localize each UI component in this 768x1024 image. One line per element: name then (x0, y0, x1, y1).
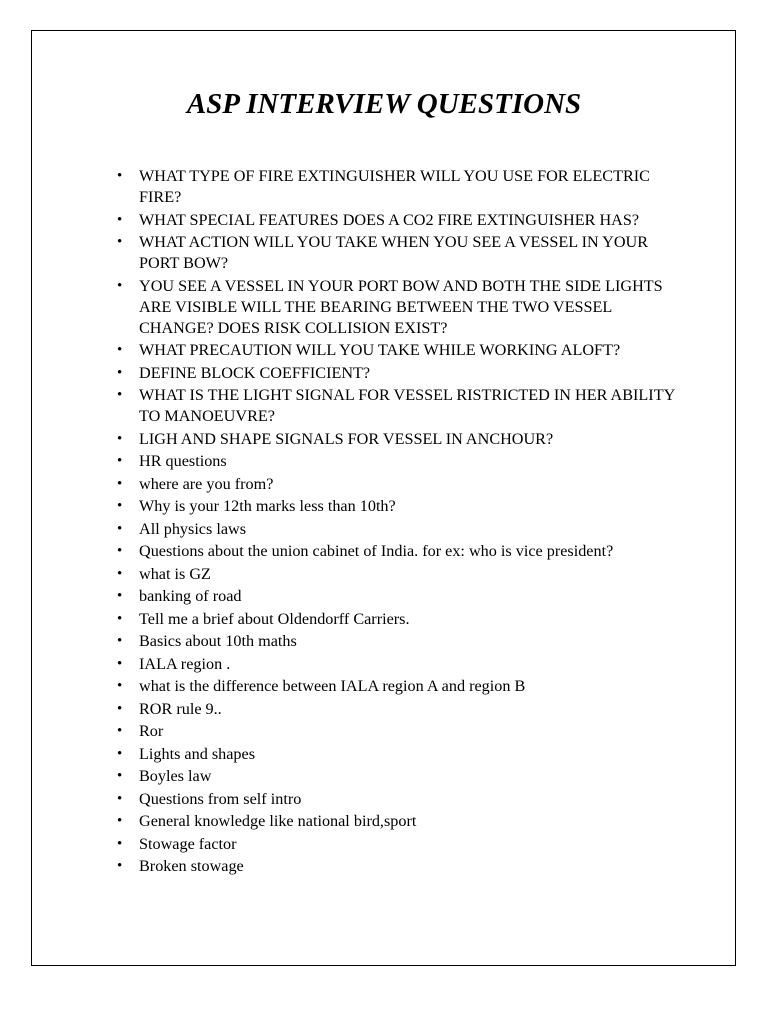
list-item (117, 586, 679, 607)
list-item-text: what is the difference between IALA region A and region B (139, 677, 526, 695)
list-item-text: IALA region . (139, 654, 231, 673)
bullet-icon: • (117, 430, 123, 447)
bullet-icon: • (117, 342, 123, 358)
list-item-text: General knowledge like national bird,sport (139, 812, 417, 830)
list-item (117, 166, 679, 208)
list-item (117, 474, 679, 495)
list-item (117, 744, 679, 765)
list-item (117, 232, 679, 274)
bullet-icon: • (117, 387, 123, 403)
bullet-icon: • (117, 813, 123, 829)
list-item-text: banking of road (139, 587, 242, 605)
list-item-text: ROR rule 9.. (139, 699, 222, 718)
list-item (117, 276, 679, 339)
list-item (117, 766, 679, 787)
list-item (117, 654, 679, 675)
list-item-text: Broken stowage (139, 857, 244, 875)
bullet-icon: • (117, 565, 123, 582)
bullet-icon: • (117, 588, 123, 604)
list-item (117, 564, 679, 585)
bullet-icon: • (117, 520, 123, 537)
list-item-text: Stowage factor (139, 834, 237, 853)
bullet-icon: • (117, 168, 123, 184)
list-item (117, 676, 679, 697)
list-item (117, 451, 679, 472)
list-item-text: WHAT IS THE LIGHT SIGNAL FOR VESSEL RISTRICTED IN HER ABILITY TO MANOEUVRE? (139, 386, 675, 425)
list-item-text: Lights and shapes (139, 744, 255, 763)
list-item (117, 496, 679, 517)
list-item (117, 699, 679, 720)
list-item-text: Boyles law (139, 767, 212, 785)
list-item-text: LIGH AND SHAPE SIGNALS FOR VESSEL IN ANCHOUR? (139, 429, 554, 448)
bullet-icon: • (117, 655, 123, 672)
list-item-text: All physics laws (139, 519, 247, 538)
list-item-text: WHAT TYPE OF FIRE EXTINGUISHER WILL YOU USE FOR ELECTRIC FIRE? (139, 167, 650, 206)
list-item (117, 340, 679, 361)
list-item-text: what is GZ (139, 564, 211, 583)
list-item-text: Why is your 12th marks less than 10th? (139, 497, 396, 515)
bullet-icon: • (117, 610, 123, 627)
bullet-icon: • (117, 633, 123, 649)
bullet-icon: • (117, 277, 123, 294)
list-item (117, 541, 679, 562)
list-item (117, 363, 679, 384)
bullet-icon: • (117, 678, 123, 694)
bullet-icon: • (117, 745, 123, 762)
list-item (117, 631, 679, 652)
list-item-text: Questions about the union cabinet of India. for ex: who is vice president? (139, 542, 614, 560)
document-title: ASP INTERVIEW QUESTIONS (186, 88, 582, 120)
list-item-text: Basics about 10th maths (139, 632, 297, 650)
list-item (117, 789, 679, 810)
list-item-text: where are you from? (139, 474, 274, 493)
list-item-text: Tell me a brief about Oldendorff Carriers. (139, 609, 410, 628)
list-item-text: DEFINE BLOCK COEFFICIENT? (139, 363, 371, 382)
bullet-icon: • (117, 700, 123, 717)
bullet-icon: • (117, 364, 123, 381)
list-item-text: HR questions (139, 452, 227, 470)
bullet-icon: • (117, 234, 123, 250)
list-item (117, 721, 679, 742)
question-list (117, 166, 679, 879)
list-item-text: YOU SEE A VESSEL IN YOUR PORT BOW AND BOTH THE SIDE LIGHTS ARE VISIBLE WILL THE BEARING BETWEEN THE TWO VESSEL CHANGE? DOES RISK COLLISION EXIST? (139, 276, 663, 337)
bullet-icon: • (117, 768, 123, 784)
bullet-icon: • (117, 858, 123, 874)
list-item (117, 811, 679, 832)
list-item-text: Ror (139, 722, 164, 740)
bullet-icon: • (117, 475, 123, 492)
bullet-icon: • (117, 211, 123, 228)
bullet-icon: • (117, 790, 123, 807)
list-item (117, 429, 679, 450)
bullet-icon: • (117, 723, 123, 739)
bullet-icon: • (117, 835, 123, 852)
bullet-icon: • (117, 543, 123, 559)
list-item-text: WHAT ACTION WILL YOU TAKE WHEN YOU SEE A VESSEL IN YOUR PORT BOW? (139, 233, 649, 272)
bullet-icon: • (117, 453, 123, 469)
list-item-text: WHAT SPECIAL FEATURES DOES A CO2 FIRE EXTINGUISHER HAS? (139, 210, 640, 229)
list-item-text: Questions from self intro (139, 789, 302, 808)
list-item (117, 609, 679, 630)
list-item (117, 834, 679, 855)
list-item (117, 856, 679, 877)
list-item (117, 519, 679, 540)
list-item-text: WHAT PRECAUTION WILL YOU TAKE WHILE WORKING ALOFT? (139, 341, 621, 359)
list-item (117, 385, 679, 427)
list-item (117, 210, 679, 231)
bullet-icon: • (117, 498, 123, 514)
